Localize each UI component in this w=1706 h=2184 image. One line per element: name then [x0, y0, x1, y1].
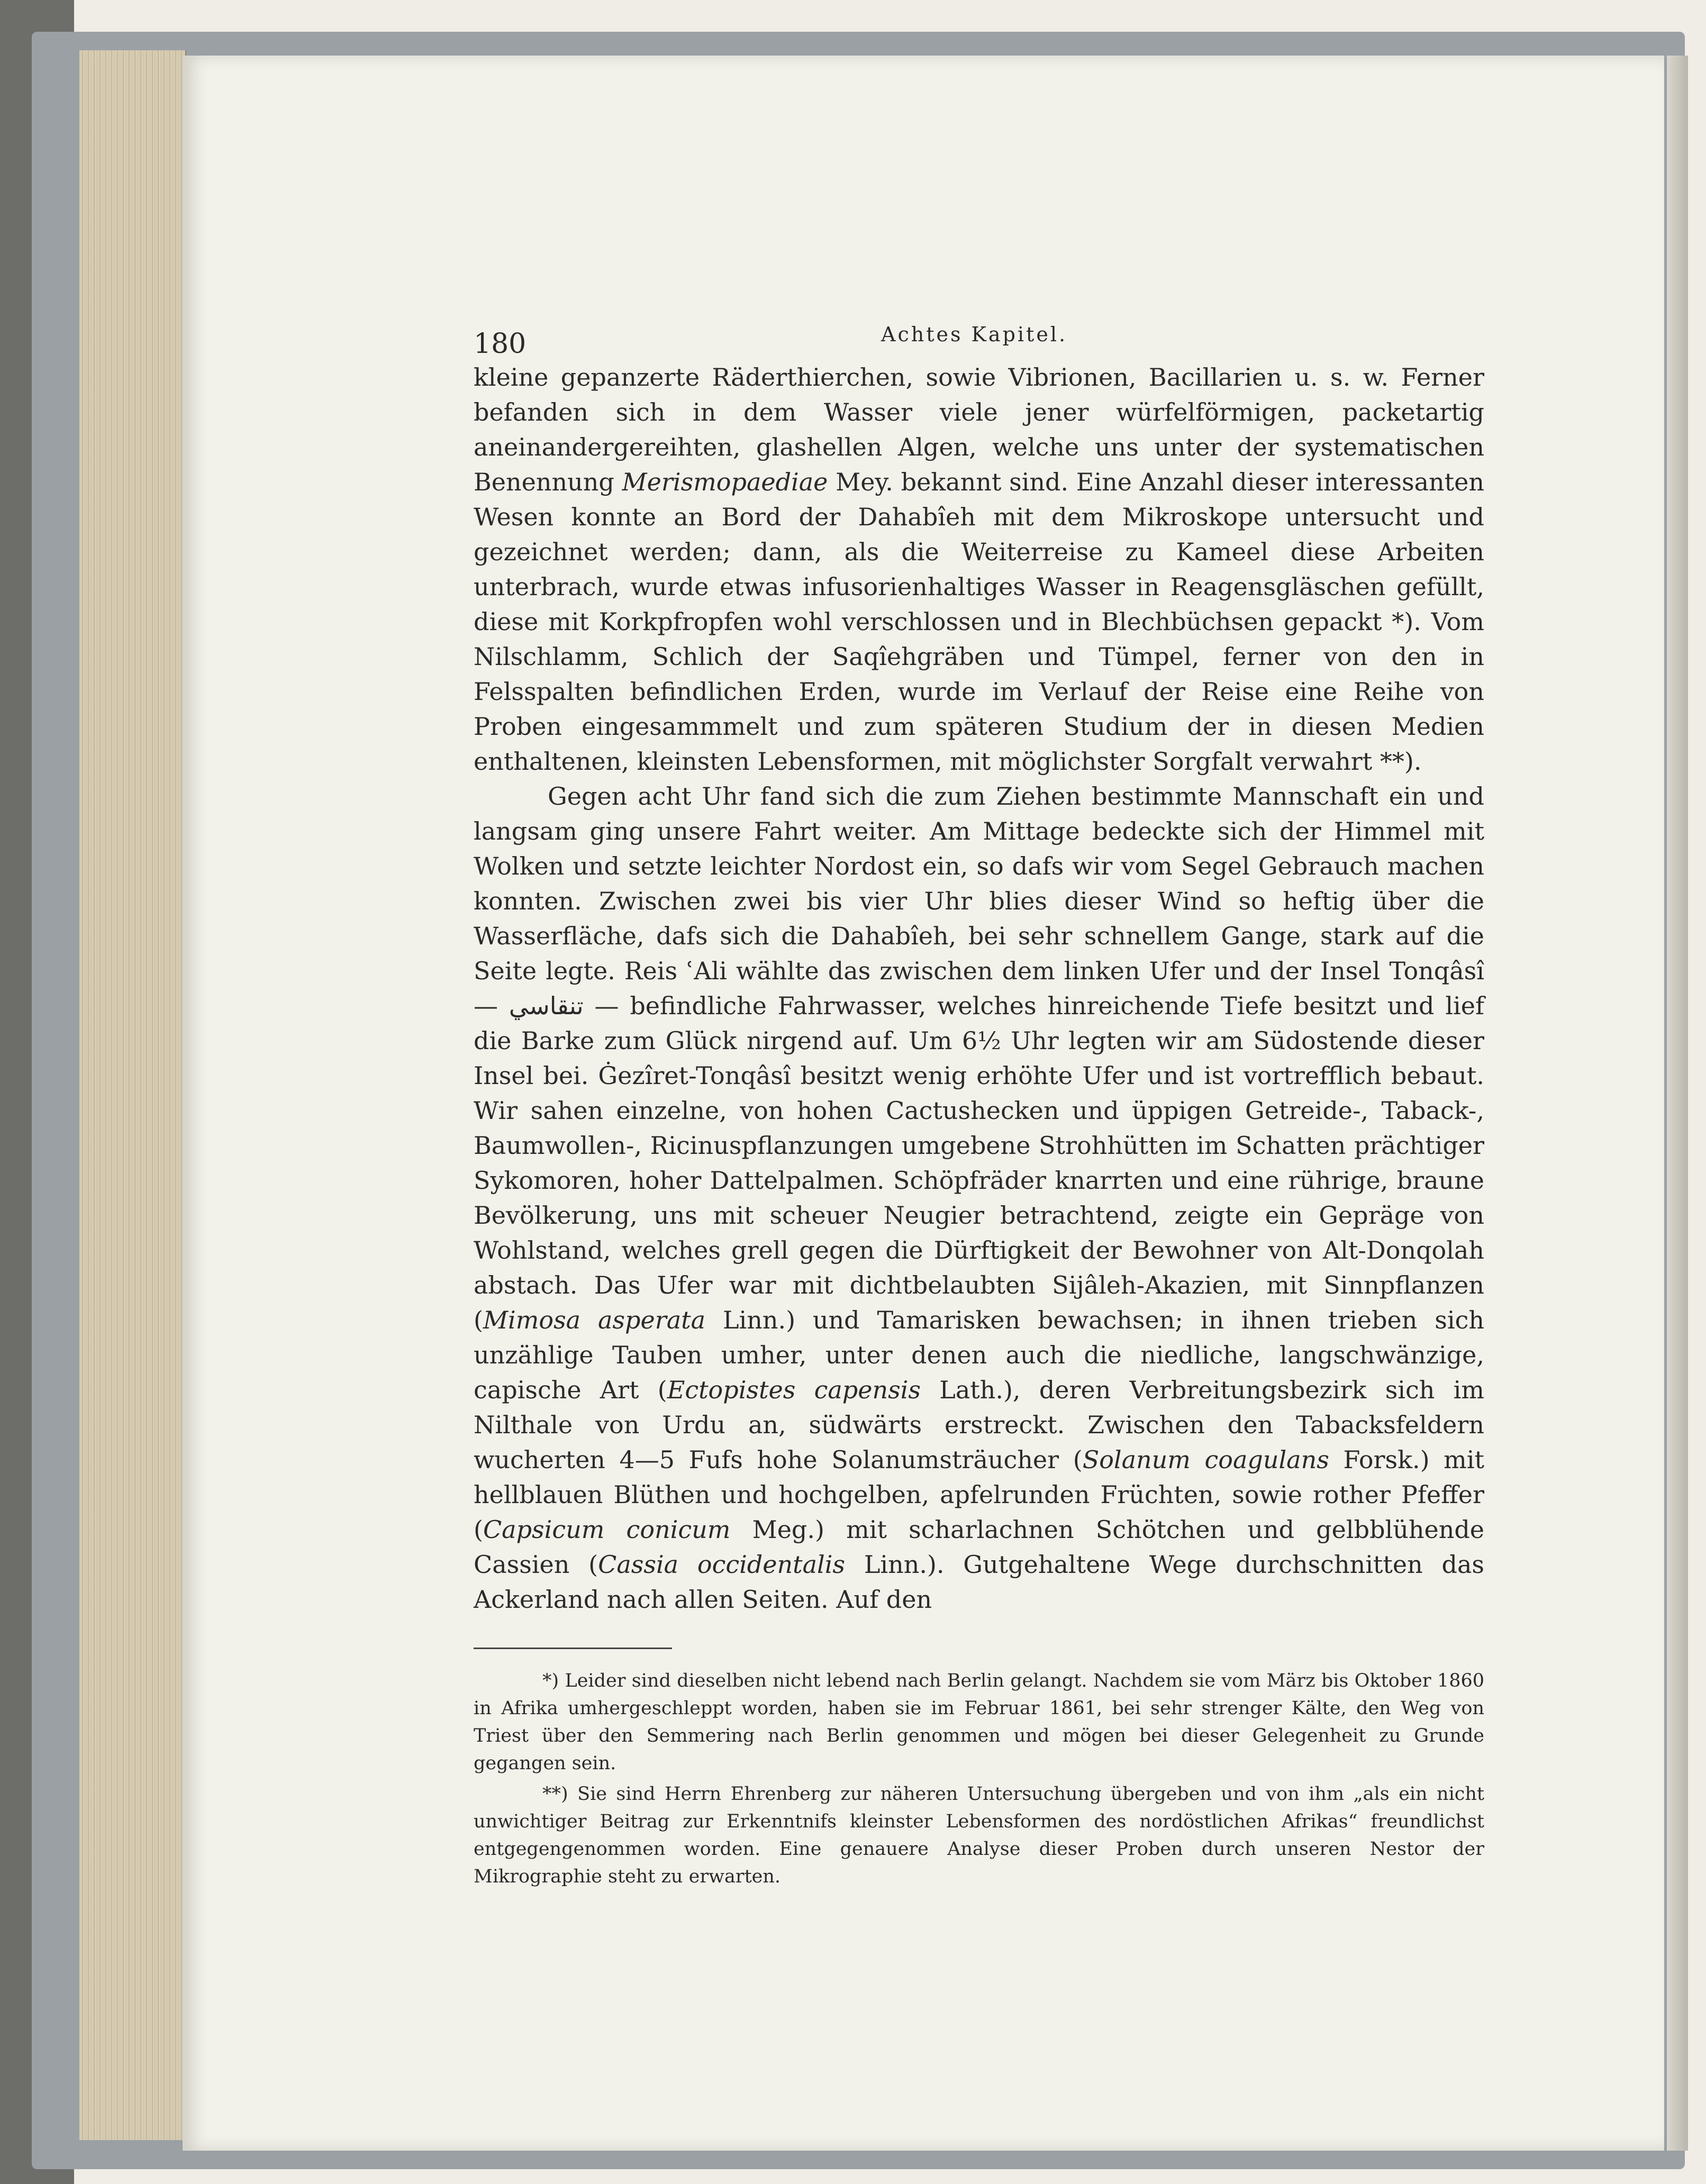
species-name: Merismopaediae — [622, 468, 828, 496]
footnote-2: **) Sie sind Herrn Ehrenberg zur näheren Untersuchung übergeben und von ihm „als ein nicht unwichtiger Beitrag zur Erkenntnifs kleinster Lebensformen des nordöstlichen Afrikas“ freundlichst entgegengenommen worden. Eine genauere Analyse dieser Proben durch unseren Nestor der Mikrographie steht zu erwarten. — [474, 1783, 1484, 1887]
text-span: kleine gepanzerte Räderthierchen, sowie Vibrionen, Bacillarien u. s. w. Ferner befanden sich in dem Wasser viele jener würfelförmigen, packetartig aneinandergereihten, glashellen Algen, welche uns unter der systematischen Benennung — [474, 363, 1484, 496]
text-span: Lath.), deren Verbreitungsbezirk sich im Nilthale von Urdu an, südwärts erstreckt. Zwischen den Tabacksfeldern wucherten 4—5 Fufs hohe Solanumsträucher ( — [474, 1376, 1484, 1474]
footnote-1: *) Leider sind dieselben nicht lebend nach Berlin gelangt. Nachdem sie vom März bis Oktober 1860 in Afrika umhergeschleppt worden, haben sie im Februar 1861, bei sehr strenger Kälte, den Weg von Triest über den Semmering nach Berlin genommen und mögen bei dieser Gelegenheit zu Grunde gegangen sein. — [474, 1670, 1484, 1774]
footnote-rule — [474, 1648, 672, 1649]
page-number: 180 — [474, 328, 527, 360]
text-span: Linn.). Gutgehaltene Wege durchschnitten das Ackerland nach allen Seiten. Auf den — [474, 1550, 1484, 1614]
page-content — [474, 317, 1484, 1894]
paragraph-2 — [474, 779, 1484, 1617]
text-span: Meg.) mit scharlachnen Schötchen und gelbblühende Cassien ( — [474, 1515, 1484, 1579]
running-head — [474, 317, 1484, 360]
text-span: Linn.) und Tamarisken bewachsen; in ihnen trieben sich unzählige Tauben umher, unter denen auch die niedliche, langschwänzige, capische Art ( — [474, 1306, 1485, 1404]
body-text — [474, 360, 1484, 1617]
text-span: Forsk.) mit hellblauen Blüthen und hochgelben, apfelrunden Früchten, sowie rother Pfeffer ( — [474, 1445, 1484, 1544]
footnotes — [474, 1667, 1484, 1890]
text-span: Mey. bekannt sind. Eine Anzahl dieser interessanten Wesen konnte an Bord der Dahabîeh mit dem Mikroskope untersucht und gezeichnet werden; dann, als die Weiterreise zu Kameel diese Arbeiten unterbrach, wurde etwas infusorienhaltiges Wasser in Reagensgläschen gefüllt, diese mit Korkpfropfen wohl verschlossen und in Blechbüchsen gepackt *). Vom Nilschlamm, Schlich der Saqîehgräben und Tümpel, ferner von den in Felsspalten befindlichen Erden, wurde im Verlauf der Reise eine Reihe von Proben eingesammmelt und zum späteren Studium der in diesen Medien enthaltenen, kleinsten Lebensformen, mit möglichster Sorgfalt verwahrt **). — [474, 468, 1484, 776]
page-edges — [79, 50, 186, 2140]
species-name: Cassia occidentalis — [598, 1550, 846, 1579]
species-name: Ectopistes capensis — [667, 1376, 921, 1404]
paragraph-1 — [474, 360, 1484, 779]
species-name: Solanum coagulans — [1082, 1445, 1329, 1474]
running-title: Achtes Kapitel. — [881, 323, 1068, 346]
species-name: Mimosa asperata — [483, 1306, 706, 1334]
page-right-edge — [1667, 56, 1688, 2151]
species-name: Capsicum conicum — [483, 1515, 731, 1544]
text-span: Gegen acht Uhr fand sich die zum Ziehen bestimmte Mannschaft ein und langsam ging unsere Fahrt weiter. Am Mittage bedeckte sich der Himmel mit Wolken und setzte leichter Nordost ein, so dafs wir vom Segel Gebrauch machen konnten. Zwischen zwei bis vier Uhr blies dieser Wind so heftig über die Wasserfläche, dafs sich die Dahabîeh, bei sehr schnellem Gange, stark auf die Seite legte. Reis ʿAli wählte das zwischen dem linken Ufer und der Insel Tonqâsî — تنقاسي — befindliche Fahrwasser, welches hinreichende Tiefe besitzt und lief die Barke zum Glück nirgend auf. Um 6½ Uhr legten wir am Südostende dieser Insel bei. Ġezîret-Tonqâsî besitzt wenig erhöhte Ufer und ist vortrefflich bebaut. Wir sahen einzelne, von hohen Cactushecken und üppigen Getreide-, Taback-, Baumwollen-, Ricinuspflanzungen umgebene Strohhütten im Schatten prächtiger Sykomoren, hoher Dattelpalmen. Schöpfräder knarrten und eine rührige, braune Bevölkerung, uns mit scheuer Neugier betrachtend, zeigte ein Gepräge von Wohlstand, welches grell gegen die Dürftigkeit der Bewohner von Alt-Donqolah abstach. Das Ufer war mit dichtbelaubten Sijâleh-Akazien, mit Sinnpflanzen ( — [474, 782, 1485, 1334]
